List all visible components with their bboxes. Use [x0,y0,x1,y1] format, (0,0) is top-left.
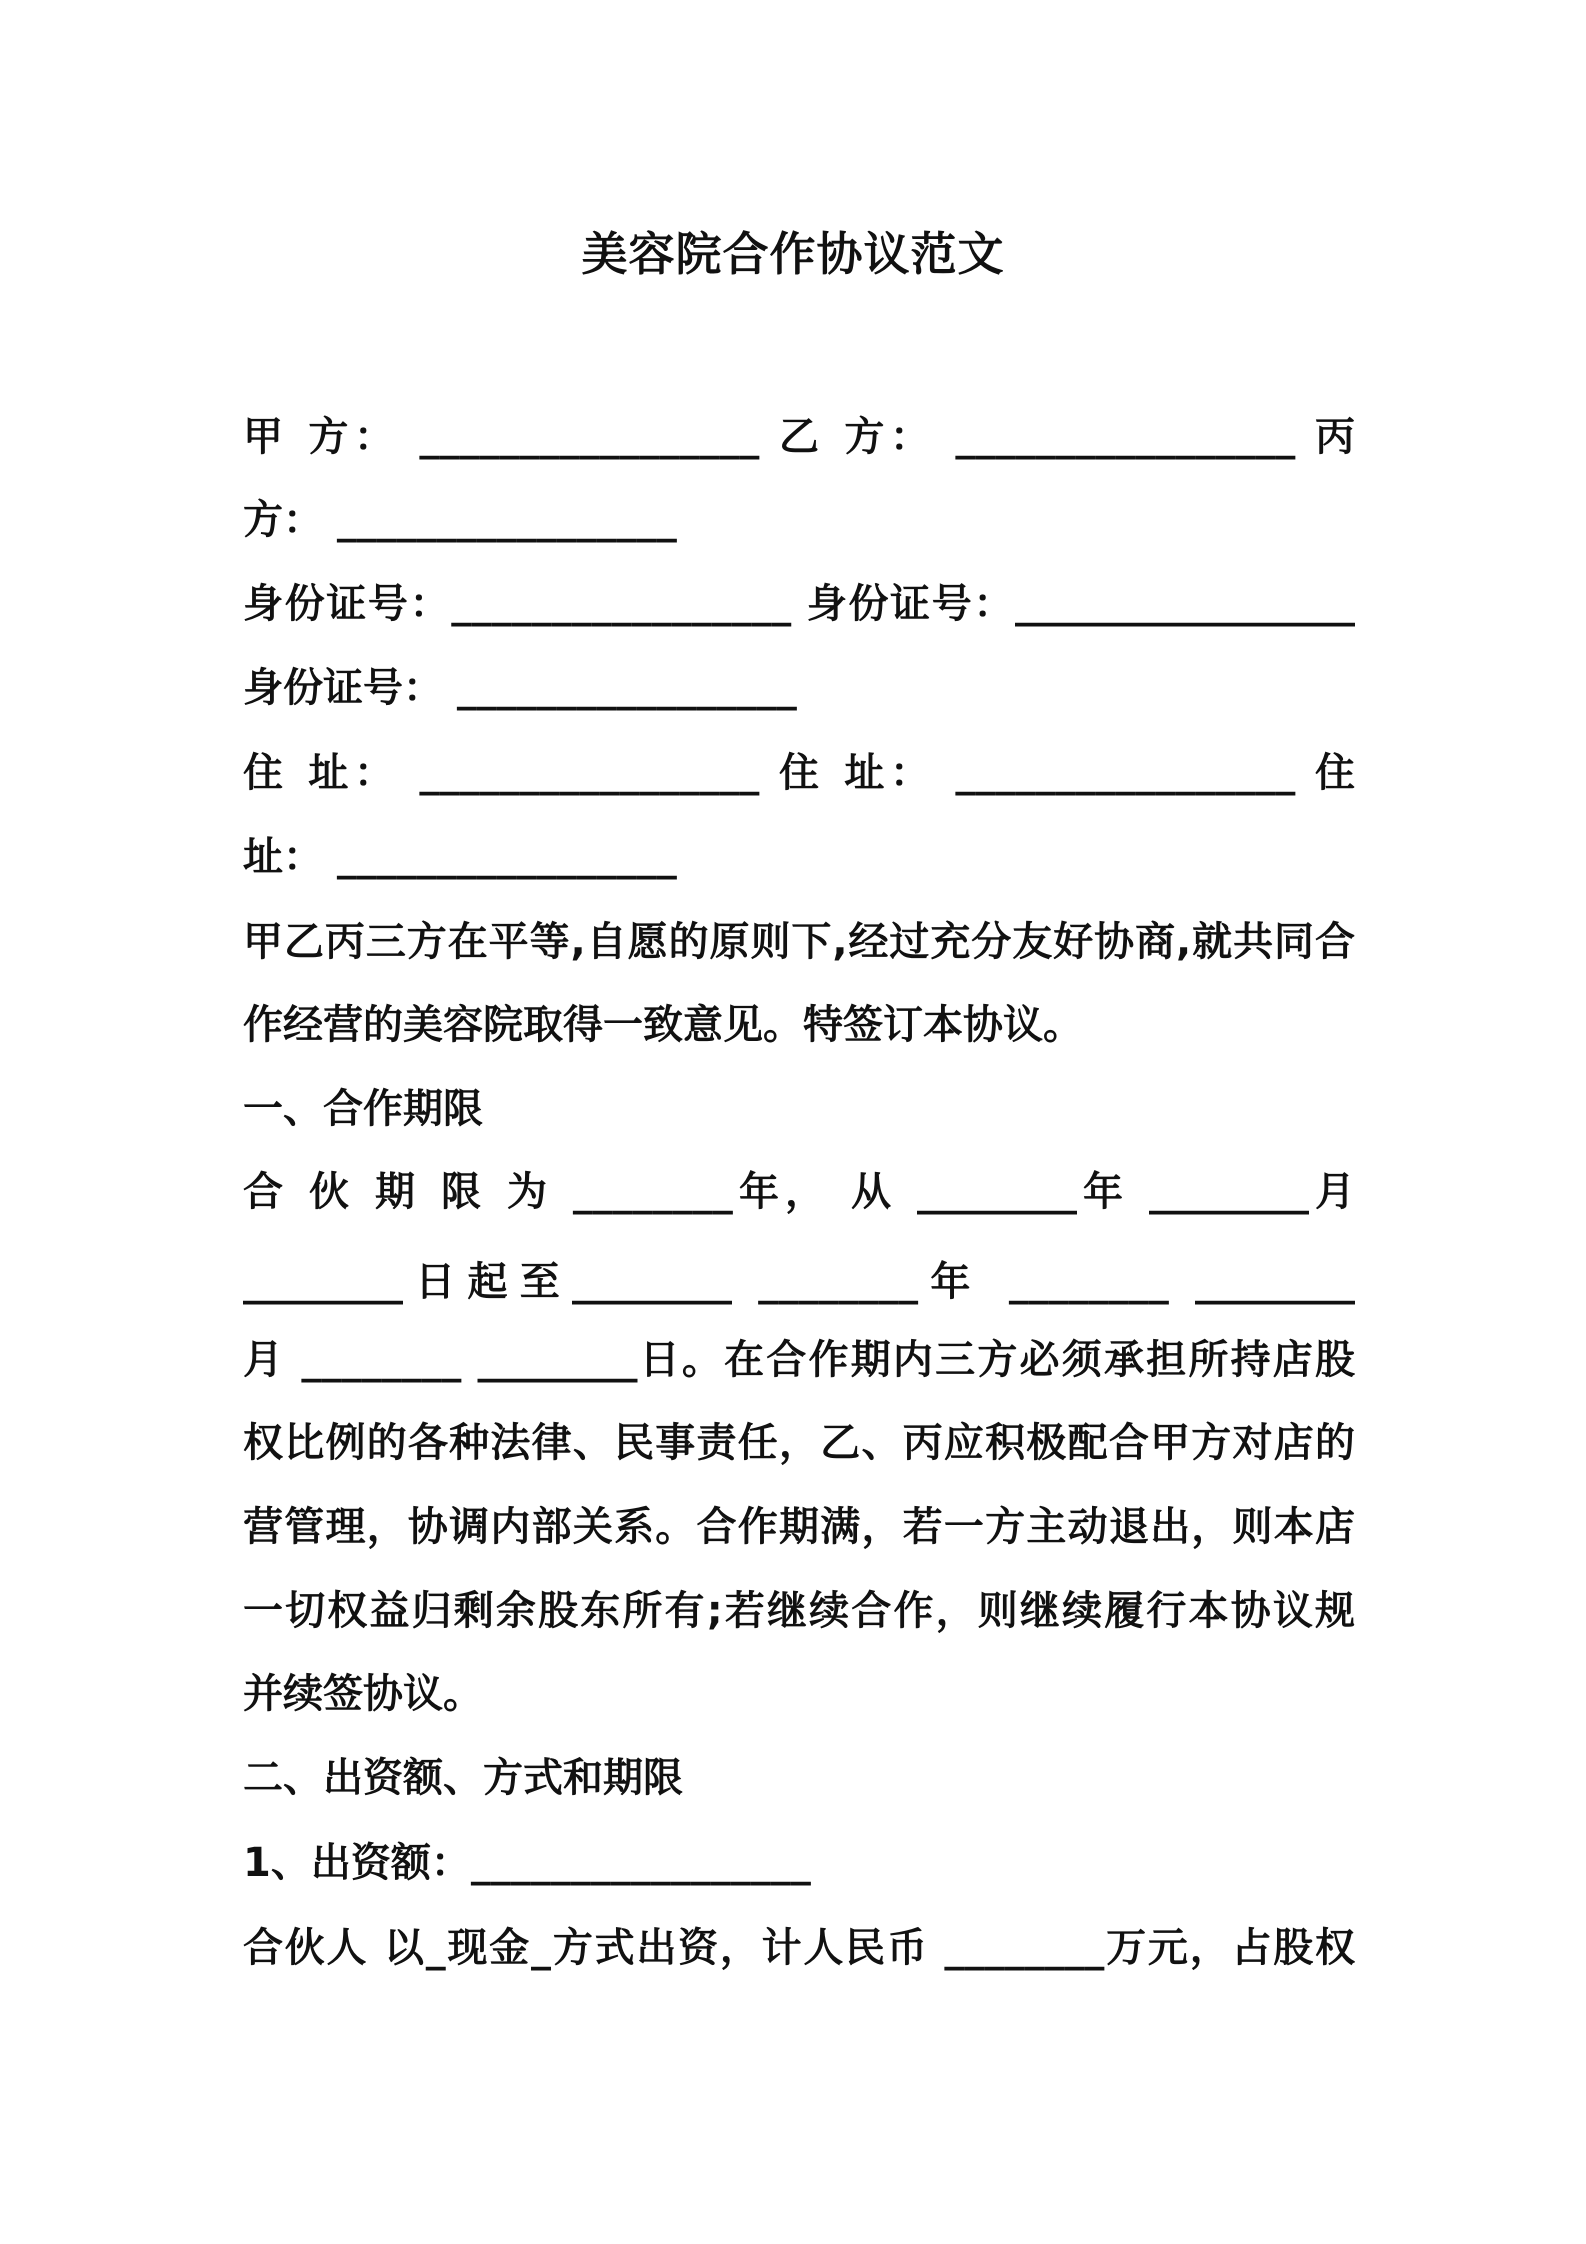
id-number-c-line: 身份证号： _________________ [243,665,797,711]
term-line: 合 伙 期 限 为 ________年， 从 ________年 ________月 [243,1169,1355,1215]
term-line: ________日起至________ ________年 ________ ________ [243,1259,1355,1305]
section-2-heading: 二、出资额、方式和期限 [243,1755,683,1801]
address-c-line: 址： _________________ [243,834,677,880]
id-number-line: 身份证号：_________________ 身份证号：_________________ [243,581,1355,627]
paragraph-line: 营管理，协调内部关系。合作期满，若一方主动退出，则本店 [243,1504,1355,1550]
document-title: 美容院合作协议范文 [581,227,1005,281]
party-a-b-c-line: 甲 方： _________________ 乙 方： _________________ 丙 [243,414,1355,460]
address-line: 住 址： _________________ 住 址： _________________ 住 [243,750,1355,796]
paragraph-line: 一切权益归剩余股东所有;若继续合作，则继续履行本协议规 [243,1588,1355,1634]
preamble-line: 甲乙丙三方在平等,自愿的原则下,经过充分友好协商,就共同合 [243,919,1355,965]
preamble-line-end: 作经营的美容院取得一致意见。特签订本协议。 [243,1002,1083,1048]
contribution-method-line: 合伙人 以_现金_方式出资，计人民币 ________万元，占股权 [243,1925,1355,1971]
term-line: 月 ________ ________日。在合作期内三方必须承担所持店股 [243,1337,1355,1383]
section-1-heading: 一、合作期限 [243,1086,483,1132]
contribution-amount-line: 1、出资额：_________________ [243,1840,811,1886]
party-c-line: 方： _________________ [243,497,677,543]
paragraph-line-end: 并续签协议。 [243,1671,483,1717]
paragraph-line: 权比例的各种法律、民事责任，乙、丙应积极配合甲方对店的 [243,1420,1355,1466]
